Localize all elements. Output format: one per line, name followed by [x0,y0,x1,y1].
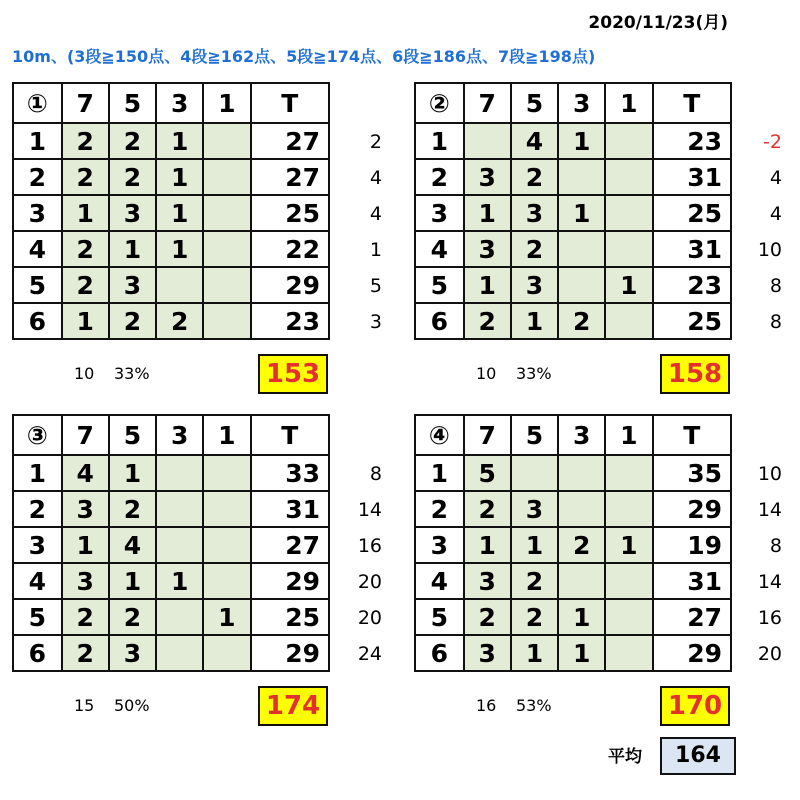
count-7: 1 [62,527,109,563]
count-1 [203,635,250,671]
score-panel-4 [414,414,732,672]
cumulative-diff: 4 [369,167,382,189]
table-row [415,303,731,339]
count-7: 2 [62,599,109,635]
end-total: 23 [251,303,330,339]
score-table [12,82,330,340]
count-7: 3 [464,231,511,267]
cumulative-diff: 4 [369,203,382,225]
cumulative-diff: 16 [357,535,382,557]
end-total: 23 [653,123,732,159]
cumulative-diff: 20 [357,571,382,593]
table-row [415,231,731,267]
end-number: 1 [415,455,464,491]
count-7: 4 [62,455,109,491]
end-number: 6 [415,303,464,339]
count-1 [203,123,250,159]
table-row [13,123,329,159]
count-3 [558,231,605,267]
header-3: 3 [558,415,605,455]
cumulative-diff: 14 [357,499,382,521]
count-3: 2 [156,303,203,339]
end-total: 25 [653,303,732,339]
count-3: 1 [156,563,203,599]
count-3 [558,563,605,599]
header-1: 1 [203,415,250,455]
header-1: 1 [605,83,652,123]
table-row [13,455,329,491]
end-number: 2 [13,159,62,195]
cumulative-diff-column-4 [738,454,782,670]
end-total: 22 [251,231,330,267]
table-row [415,635,731,671]
cumulative-diff: 8 [769,311,782,333]
cumulative-diff: 5 [369,275,382,297]
count-7: 1 [62,303,109,339]
end-total: 29 [653,491,732,527]
header-row [13,83,329,123]
table-row [415,195,731,231]
score-panel-1 [12,82,330,340]
end-total: 27 [653,599,732,635]
hit-percentage: 33% [516,364,552,383]
cumulative-diff: 20 [357,607,382,629]
hit-count: 15 [74,696,95,715]
count-1 [605,563,652,599]
count-3: 1 [156,123,203,159]
cumulative-diff: 10 [757,239,782,261]
end-number: 4 [415,231,464,267]
table-row [415,491,731,527]
count-7: 2 [62,635,109,671]
cumulative-diff: 3 [369,311,382,333]
count-7: 2 [464,599,511,635]
cumulative-diff-column-1 [338,122,382,338]
cumulative-diff: 8 [769,275,782,297]
count-1 [605,231,652,267]
end-number: 2 [13,491,62,527]
end-number: 3 [13,527,62,563]
count-1 [203,231,250,267]
end-number: 5 [415,267,464,303]
count-3: 1 [558,599,605,635]
count-1 [605,159,652,195]
count-3: 1 [558,123,605,159]
count-1 [605,491,652,527]
end-total: 35 [653,455,732,491]
count-1 [203,159,250,195]
table-row [415,527,731,563]
count-1 [605,123,652,159]
end-number: 6 [13,635,62,671]
count-5: 3 [109,635,156,671]
panel-total: 170 [660,686,730,726]
end-number: 3 [13,195,62,231]
table-row [13,195,329,231]
end-total: 31 [653,159,732,195]
count-5: 3 [511,491,558,527]
score-panel-3 [12,414,330,672]
cumulative-diff: 8 [369,463,382,485]
average-label: 平均 [608,747,642,767]
count-7: 3 [464,159,511,195]
score-table [12,414,330,672]
count-5: 1 [109,231,156,267]
table-row [13,527,329,563]
count-1 [203,527,250,563]
end-number: 5 [13,599,62,635]
header-total: T [653,415,732,455]
count-1 [605,455,652,491]
count-5: 1 [109,455,156,491]
count-5: 1 [511,635,558,671]
count-7: 3 [464,563,511,599]
panel-total: 158 [660,354,730,394]
table-row [415,599,731,635]
count-7: 1 [464,267,511,303]
count-5: 2 [109,123,156,159]
count-5: 2 [109,159,156,195]
score-table [414,82,732,340]
count-5: 4 [109,527,156,563]
end-number: 6 [415,635,464,671]
cumulative-diff: 10 [757,463,782,485]
panel-number: ② [415,83,464,123]
count-3: 1 [156,231,203,267]
count-5: 3 [109,195,156,231]
count-3 [558,267,605,303]
header-3: 3 [558,83,605,123]
end-total: 29 [653,635,732,671]
count-3 [558,491,605,527]
end-number: 1 [13,123,62,159]
end-total: 33 [251,455,330,491]
count-7: 1 [464,195,511,231]
count-5: 2 [511,599,558,635]
end-number: 1 [415,123,464,159]
panel-total: 153 [258,354,328,394]
count-7: 2 [62,231,109,267]
count-1: 1 [203,599,250,635]
cumulative-diff: 1 [369,239,382,261]
end-number: 3 [415,195,464,231]
header-total: T [251,83,330,123]
panel-number: ④ [415,415,464,455]
end-number: 4 [13,563,62,599]
end-total: 31 [653,231,732,267]
table-row [13,563,329,599]
end-total: 27 [251,123,330,159]
end-number: 1 [13,455,62,491]
end-number: 4 [13,231,62,267]
count-3 [156,491,203,527]
cumulative-diff-column-2 [738,122,782,338]
table-row [415,267,731,303]
end-total: 27 [251,527,330,563]
count-5: 1 [511,303,558,339]
count-7: 2 [62,123,109,159]
end-total: 29 [251,635,330,671]
header-row [415,83,731,123]
cumulative-diff-column-3 [338,454,382,670]
cumulative-diff: 24 [357,643,382,665]
header-5: 5 [109,415,156,455]
cumulative-diff: 8 [769,535,782,557]
cumulative-diff: 4 [769,203,782,225]
count-7: 1 [62,195,109,231]
header-total: T [251,415,330,455]
end-total: 29 [251,267,330,303]
count-7: 2 [62,159,109,195]
header-7: 7 [62,415,109,455]
count-3 [156,599,203,635]
count-3 [156,527,203,563]
end-number: 5 [13,267,62,303]
count-7: 3 [62,491,109,527]
count-3: 1 [156,159,203,195]
count-1 [203,267,250,303]
hit-percentage: 50% [114,696,150,715]
count-5: 4 [511,123,558,159]
average-value: 164 [660,737,736,775]
count-1: 1 [605,527,652,563]
header-7: 7 [62,83,109,123]
count-3 [558,455,605,491]
count-7: 1 [464,527,511,563]
table-row [13,599,329,635]
score-panel-2 [414,82,732,340]
header-1: 1 [203,83,250,123]
count-3: 1 [558,195,605,231]
panel-number: ③ [13,415,62,455]
end-number: 6 [13,303,62,339]
count-5: 2 [511,231,558,267]
end-total: 25 [251,599,330,635]
table-row [415,123,731,159]
end-total: 25 [653,195,732,231]
count-3: 1 [156,195,203,231]
count-7: 3 [62,563,109,599]
end-number: 2 [415,491,464,527]
score-table [414,414,732,672]
end-total: 23 [653,267,732,303]
hit-percentage: 53% [516,696,552,715]
count-7: 3 [464,635,511,671]
end-total: 19 [653,527,732,563]
count-7: 2 [62,267,109,303]
table-row [415,455,731,491]
header-7: 7 [464,83,511,123]
count-5: 2 [109,599,156,635]
count-1 [605,195,652,231]
header-total: T [653,83,732,123]
count-5: 1 [511,527,558,563]
header-1: 1 [605,415,652,455]
header-row [415,415,731,455]
count-1 [203,491,250,527]
count-3 [156,267,203,303]
end-total: 31 [653,563,732,599]
header-7: 7 [464,415,511,455]
date-label: 2020/11/23(月) [588,13,728,33]
count-3 [156,455,203,491]
end-number: 2 [415,159,464,195]
table-row [13,231,329,267]
count-7: 2 [464,303,511,339]
count-3: 2 [558,527,605,563]
cumulative-diff: -2 [763,131,782,153]
end-total: 25 [251,195,330,231]
end-number: 4 [415,563,464,599]
count-1 [605,599,652,635]
header-3: 3 [156,83,203,123]
header-5: 5 [109,83,156,123]
table-row [13,303,329,339]
count-5 [511,455,558,491]
header-3: 3 [156,415,203,455]
count-5: 3 [511,195,558,231]
count-5: 3 [511,267,558,303]
table-row [13,159,329,195]
hit-count: 16 [476,696,497,715]
count-7: 2 [464,491,511,527]
count-5: 2 [511,563,558,599]
hit-count: 10 [476,364,497,383]
count-7 [464,123,511,159]
count-1 [203,455,250,491]
table-row [13,491,329,527]
count-3 [156,635,203,671]
header-5: 5 [511,83,558,123]
count-1 [605,303,652,339]
table-row [415,563,731,599]
count-1 [605,635,652,671]
count-7: 5 [464,455,511,491]
count-5: 3 [109,267,156,303]
cumulative-diff: 16 [757,607,782,629]
end-total: 31 [251,491,330,527]
end-total: 27 [251,159,330,195]
cumulative-diff: 2 [369,131,382,153]
count-5: 1 [109,563,156,599]
count-3: 1 [558,635,605,671]
panel-number: ① [13,83,62,123]
count-5: 2 [109,491,156,527]
cumulative-diff: 4 [769,167,782,189]
end-number: 5 [415,599,464,635]
cumulative-diff: 14 [757,571,782,593]
table-row [13,635,329,671]
count-3 [558,159,605,195]
count-5: 2 [511,159,558,195]
count-1 [203,195,250,231]
end-total: 29 [251,563,330,599]
hit-percentage: 33% [114,364,150,383]
end-number: 3 [415,527,464,563]
header-row [13,415,329,455]
scoring-rules: 10m、(3段≧150点、4段≧162点、5段≧174点、6段≧186点、7段≧198点) [12,47,596,66]
count-1 [203,563,250,599]
count-5: 2 [109,303,156,339]
count-3: 2 [558,303,605,339]
table-row [415,159,731,195]
header-5: 5 [511,415,558,455]
panel-total: 174 [258,686,328,726]
count-1: 1 [605,267,652,303]
table-row [13,267,329,303]
hit-count: 10 [74,364,95,383]
cumulative-diff: 20 [757,643,782,665]
count-1 [203,303,250,339]
cumulative-diff: 14 [757,499,782,521]
